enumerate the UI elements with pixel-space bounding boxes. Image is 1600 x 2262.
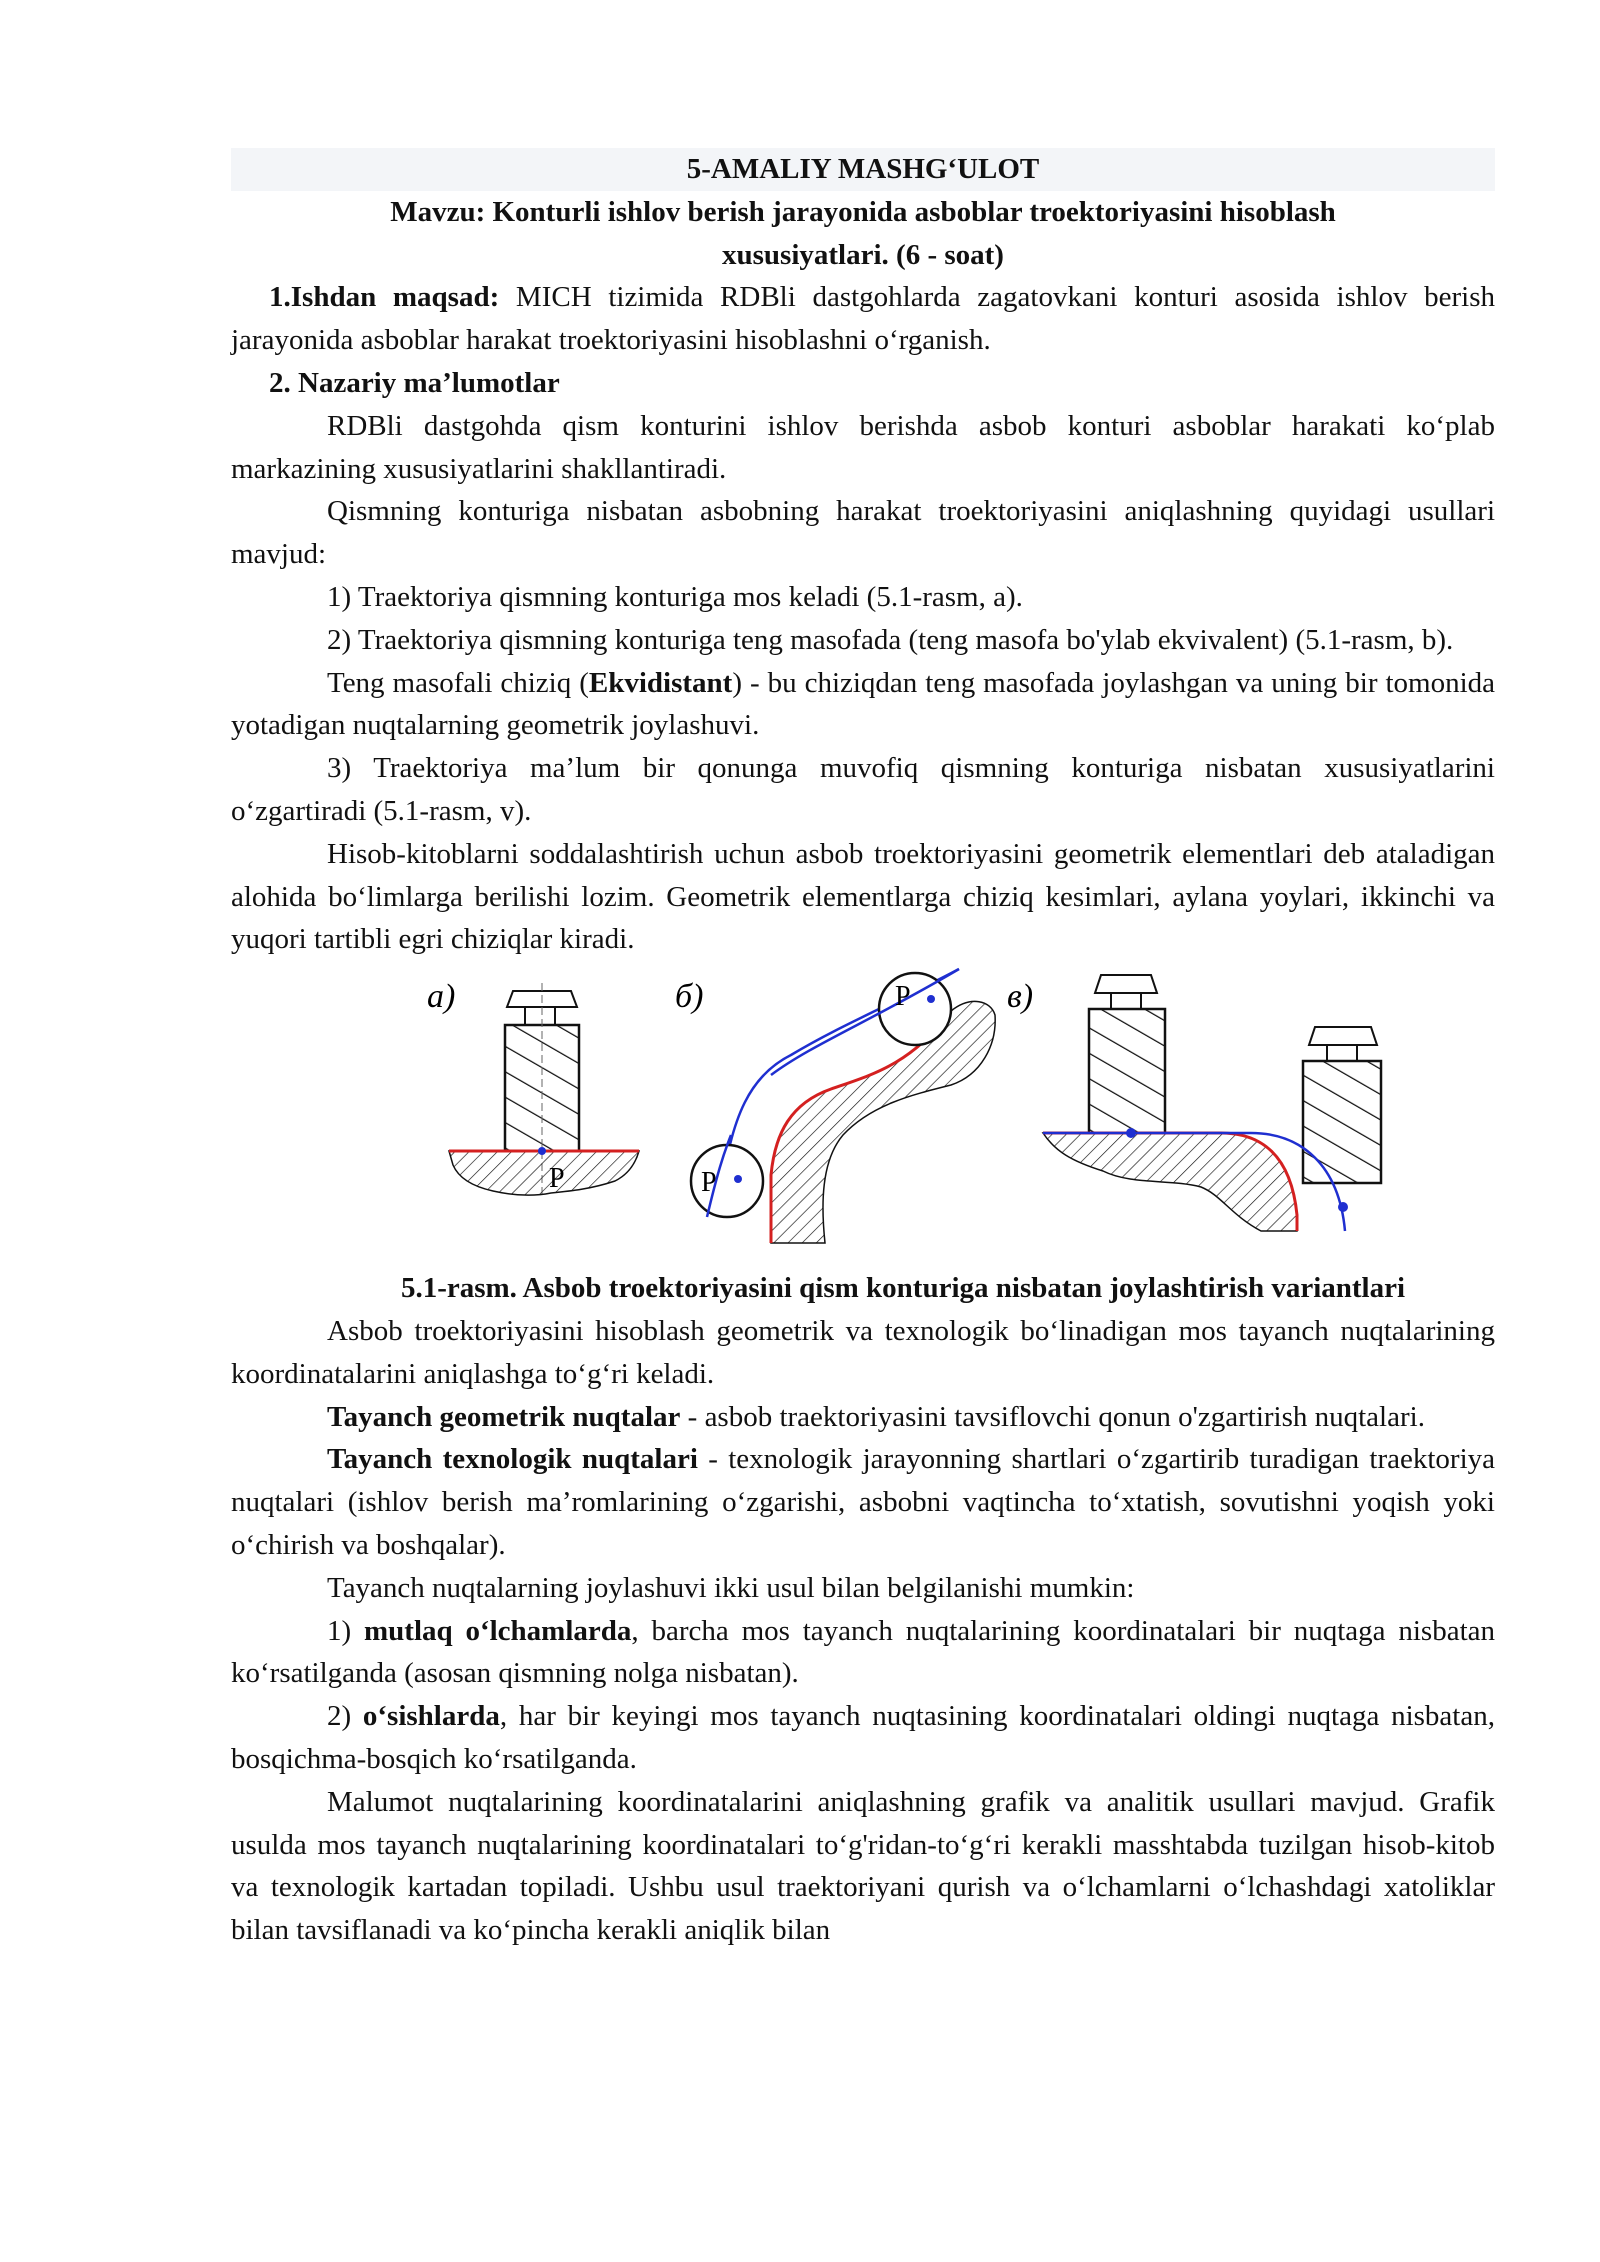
paragraph: Asbob troektoriyasini hisoblash geometrik va texnologik bo‘linadigan mos tayanch nuqtalarining koordinatalarini aniqlashga to‘g‘ri keladi.: [231, 1314, 1495, 1390]
fig-a-workpiece: [449, 1147, 639, 1195]
text: 1): [327, 1614, 364, 1647]
figure-drawing: [231, 965, 1495, 1265]
text: - texnologik jarayonning shartlari o‘zgartirib turadigan traektoriya nuqtalari (ishlov berish ma’romlarining o‘zgarishi, asbobni vaqtincha to‘xtatish, sovutishni yoqish yoki o‘chirish va boshqalar).: [231, 1443, 1495, 1561]
fig-b-point-label-bottom: P: [701, 1167, 717, 1199]
topic-line-1: Mavzu: Konturli ishlov berish jarayonida asboblar troektoriyasini hisoblash: [390, 195, 1336, 228]
section-goal-text: MICH tizimida RDBli dastgohlarda zagatovkani konturi asosida ishlov berish jarayonida asboblar harakat troektoriyasini hisoblashni o‘rganish.: [231, 281, 1495, 357]
section-goal-label: 1.Ishdan maqsad:: [269, 281, 500, 314]
fig-b-workpiece: [771, 1002, 995, 1244]
document-page: [231, 148, 1495, 1952]
fig-label-v: в): [1007, 978, 1034, 1016]
term-absolute: mutlaq o‘lchamlarda: [364, 1614, 632, 1647]
section-theory-heading: 2. Nazariy ma’lumotlar: [269, 366, 560, 399]
term-technological-points: Tayanch texnologik nuqtalari: [327, 1443, 698, 1476]
list-item: 1) Traektoriya qismning konturiga mos keladi (5.1-rasm, a).: [327, 580, 1023, 613]
list-item: [231, 1695, 1495, 1781]
text: Teng masofali chiziq (: [327, 666, 589, 699]
definition: [231, 1396, 1495, 1439]
paragraph: [231, 662, 1495, 748]
definition: [231, 1438, 1495, 1566]
paragraph: Hisob-kitoblarni soddalashtirish uchun asbob troektoriyasini geometrik elementlari deb ataladigan alohida bo‘limlarga berilishi lozim. Geometrik elementlarga chiziq kesimlari, aylana yoylari, ikkinchi va yuqori tartibli egri chiziqlar kiradi.: [231, 837, 1495, 956]
fig-label-a: а): [427, 978, 456, 1016]
list-item: [231, 1610, 1495, 1696]
text: 2): [327, 1700, 363, 1733]
figure-caption: 5.1-rasm. Asbob troektoriyasini qism konturiga nisbatan joylashtirish variantlari: [400, 1272, 1406, 1305]
topic-line-2: xususiyatlari. (6 - soat): [722, 238, 1004, 271]
text: ) - bu chiziqdan teng masofada joylashgan va uning bir tomonida yotadigan nuqtalarning geometrik joylashuvi.: [231, 666, 1496, 742]
list-item: 3) Traektoriya ma’lum bir qonunga muvofiq qismning konturiga nisbatan xususiyatlarini o‘zgartiradi (5.1-rasm, v).: [231, 752, 1495, 827]
text: , har bir keyingi mos tayanch nuqtasining koordinatalari oldingi nuqtaga nisbatan, bosqichma-bosqich ko‘rsatilganda.: [231, 1700, 1495, 1775]
paragraph: Malumot nuqtalarining koordinatalarini aniqlashning grafik va analitik usullari mavjud. Grafik usulda mos tayanch nuqtalarining koordinatalari to‘g'ridan-to‘g‘ri kerakli masshtabda tuzilgan hisob-kitob va texnologik kartadan topiladi. Ushbu usul traektoriyani qurish va o‘lchamlarni o‘lchashdagi xatoliklar bilan tavsiflanadi va ko‘pincha kerakli aniqlik bilan: [231, 1785, 1495, 1947]
page-title: 5-AMALIY MASHG‘ULOT: [231, 148, 1495, 191]
term-geometric-points: Tayanch geometrik nuqtalar: [327, 1400, 681, 1433]
text: - asbob traektoriyasini tavsiflovchi qonun o'zgartirish nuqtalari.: [680, 1400, 1425, 1433]
fig-label-b: б): [675, 978, 704, 1016]
fig-v-tool-1: [1089, 975, 1165, 1133]
list-item: 2) Traektoriya qismning konturiga teng masofada (teng masofa bo'ylab ekvivalent) (5.1-rasm, b).: [327, 623, 1454, 656]
paragraph: RDBli dastgohda qism konturini ishlov berishda asbob konturi asboblar harakati ko‘plab markazining xususiyatlarini shakllantiradi.: [231, 409, 1495, 485]
fig-v-workpiece: [1043, 1133, 1297, 1231]
term-ekvidistant: Ekvidistant: [588, 666, 733, 699]
figure-5-1: [231, 965, 1495, 1265]
section-goal: [231, 276, 1495, 362]
fig-b-point-label-top: P: [895, 981, 911, 1013]
paragraph: Tayanch nuqtalarning joylashuvi ikki usul bilan belgilanishi mumkin:: [327, 1571, 1135, 1604]
paragraph: Qismning konturiga nisbatan asbobning harakat troektoriyasini aniqlashning quyidagi usullari mavjud:: [231, 495, 1495, 571]
fig-v-tool-2: [1303, 1027, 1381, 1183]
text: , barcha mos tayanch nuqtalarining koordinatalari bir nuqtaga nisbatan ko‘rsatilganda (asosan qismning nolga nisbatan).: [231, 1614, 1495, 1690]
fig-a-point-label: P: [549, 1163, 565, 1195]
term-incremental: o‘sishlarda: [362, 1700, 500, 1733]
